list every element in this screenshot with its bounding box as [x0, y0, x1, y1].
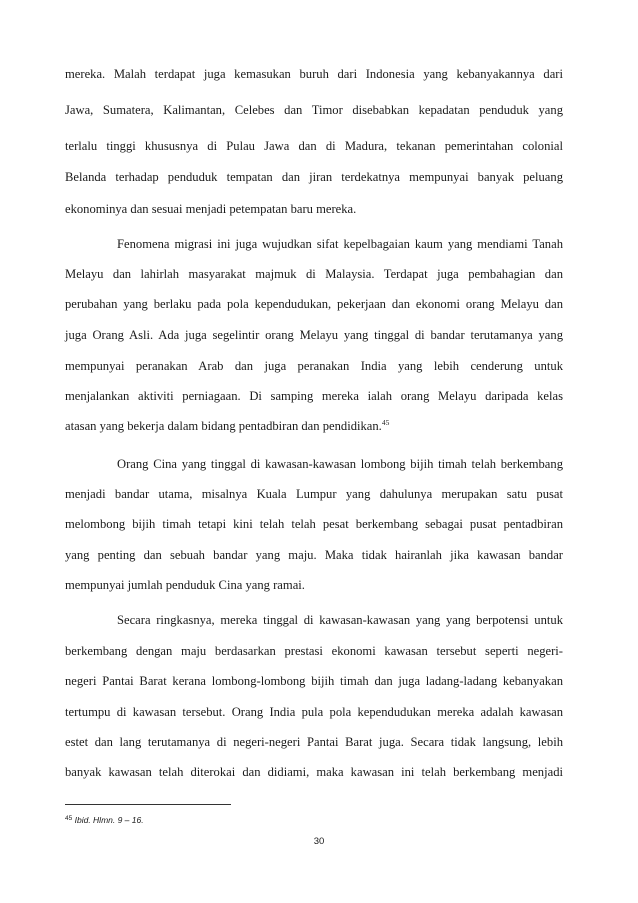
text-line: mempunyai jumlah penduduk Cina yang ramai.: [65, 578, 305, 592]
text-line: [65, 418, 563, 434]
footnote-divider: [65, 804, 231, 805]
text-line: perubahan yang berlaku pada pola kependudukan, pekerjaan dan ekonomi orang Melayu dan: [65, 297, 563, 311]
text-line-content: atasan yang bekerja dalam bidang pentadbiran dan pendidikan.: [65, 419, 382, 433]
text-line: Belanda terhadap penduduk tempatan dan jiran terdekatnya mempunyai banyak peluang: [65, 170, 563, 184]
text-line: berkembang dengan maju berdasarkan prestasi ekonomi kawasan tersebut seperti negeri-: [65, 644, 563, 658]
text-line: juga Orang Asli. Ada juga segelintir orang Melayu yang tinggal di bandar terutamanya yang: [65, 328, 563, 342]
page-number: 30: [313, 836, 325, 847]
footnote: [65, 813, 144, 826]
footnote-reference: 45: [381, 418, 390, 427]
text-line: banyak kawasan telah diterokai dan didiami, maka kawasan ini telah berkembang menjadi: [65, 765, 563, 779]
text-line: Secara ringkasnya, mereka tinggal di kawasan-kawasan yang yang berpotensi untuk: [117, 613, 563, 627]
text-line: ekonominya dan sesuai menjadi petempatan baru mereka.: [65, 202, 357, 216]
text-line: menjalankan aktiviti perniagaan. Di samping mereka ialah orang Melayu daripada kelas: [65, 389, 563, 403]
text-line: Melayu dan lahirlah masyarakat majmuk di Malaysia. Terdapat juga pembahagian dan: [65, 267, 563, 281]
text-line: menjadi bandar utama, misalnya Kuala Lumpur yang dahulunya merupakan satu pusat: [65, 487, 563, 501]
text-line: melombong bijih timah tetapi kini telah telah pesat berkembang sebagai pusat pentadbiran: [65, 517, 563, 531]
text-line: Orang Cina yang tinggal di kawasan-kawasan lombong bijih timah telah berkembang: [117, 457, 563, 471]
text-line: estet dan lang terutamanya di negeri-negeri Pantai Barat juga. Secara tidak langsung, lebih: [65, 735, 563, 749]
text-line: mempunyai peranakan Arab dan juga peranakan India yang lebih cenderung untuk: [65, 359, 563, 373]
text-line: negeri Pantai Barat kerana lombong-lombong bijih timah dan juga ladang-ladang kebanyakan: [65, 674, 563, 688]
text-line: mereka. Malah terdapat juga kemasukan buruh dari Indonesia yang kebanyakannya dari: [65, 67, 563, 81]
text-line: tertumpu di kawasan tersebut. Orang India pula pola kependudukan mereka adalah kawasan: [65, 705, 563, 719]
text-line: yang penting dan sebuah bandar yang maju. Maka tidak hairanlah jika kawasan bandar: [65, 548, 563, 562]
footnote-text: Ibid. Hlmn. 9 – 16.: [74, 815, 144, 825]
text-line: Jawa, Sumatera, Kalimantan, Celebes dan Timor disebabkan kepadatan penduduk yang: [65, 103, 563, 117]
text-line: Fenomena migrasi ini juga wujudkan sifat kepelbagaian kaum yang mendiami Tanah: [117, 237, 563, 251]
footnote-number: 45: [65, 815, 73, 822]
text-line: terlalu tinggi khususnya di Pulau Jawa dan di Madura, tekanan pemerintahan colonial: [65, 139, 563, 153]
